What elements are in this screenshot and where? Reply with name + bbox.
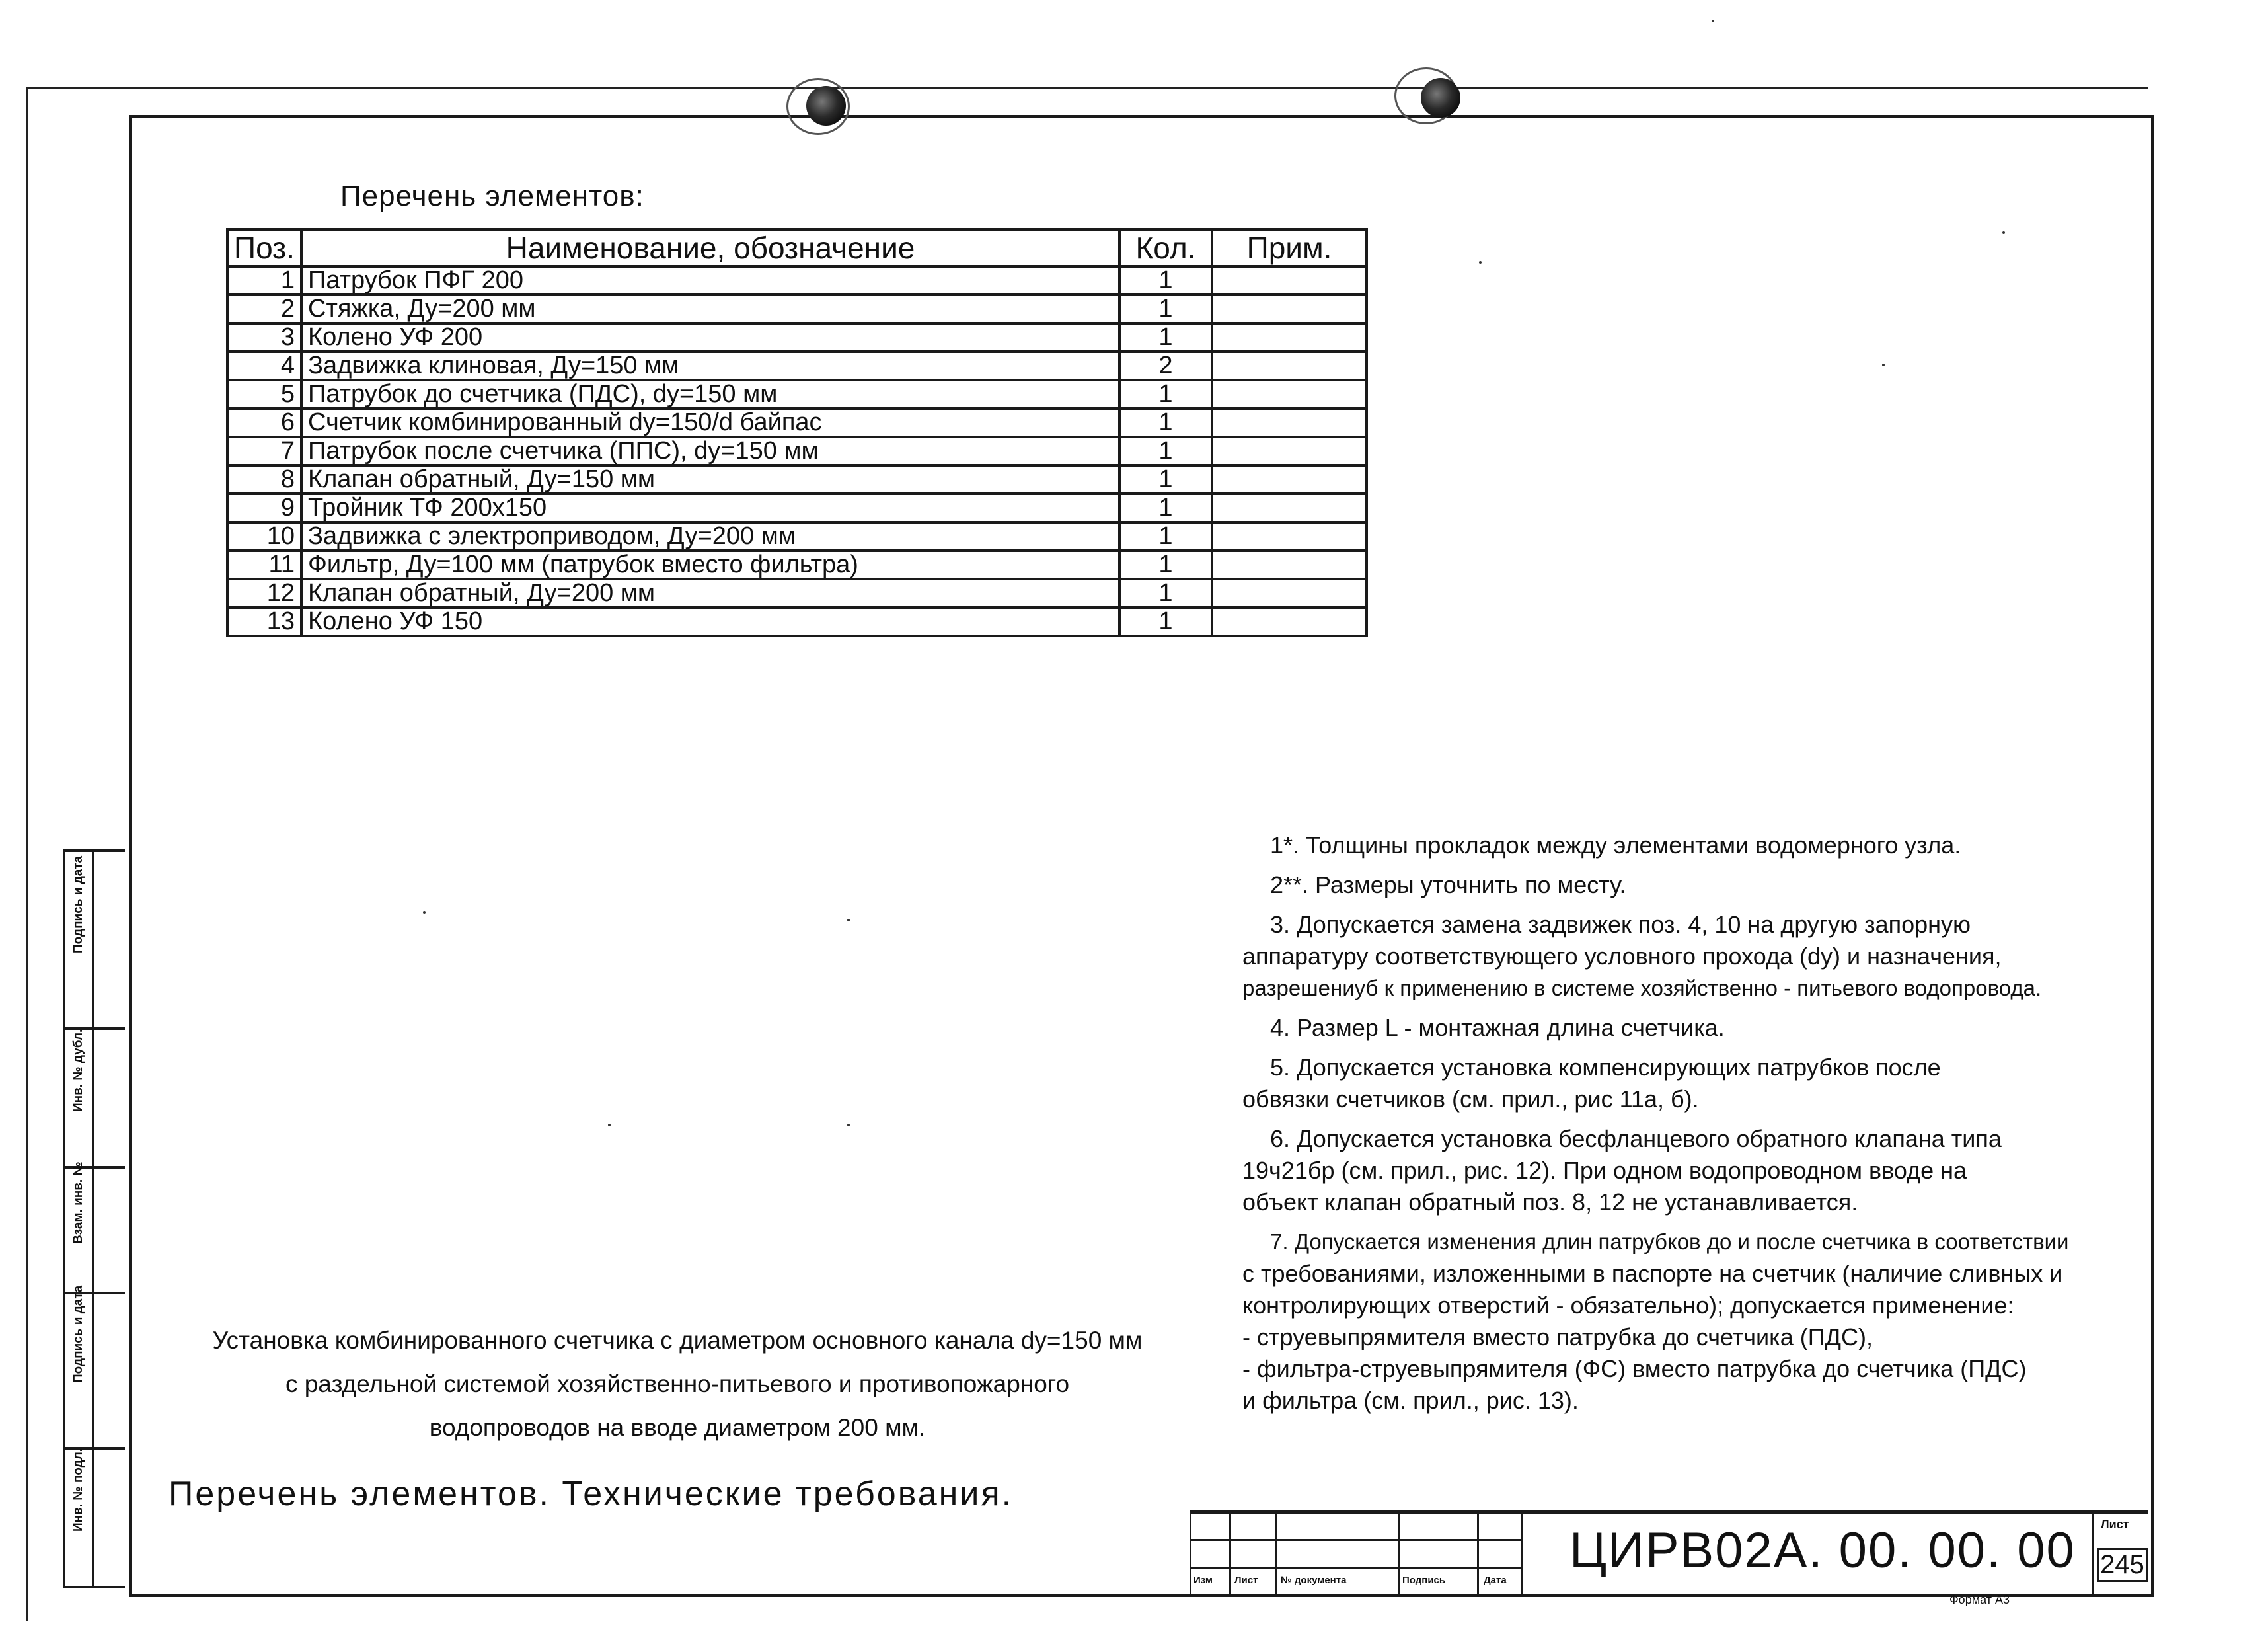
drawing-caption: [169, 1319, 1186, 1450]
header-note: Прим.: [1212, 229, 1367, 266]
cell-qty: 1: [1119, 551, 1212, 579]
table-row: [227, 323, 1367, 352]
stamp-col-doc: № документа: [1281, 1575, 1347, 1586]
scan-speck: [1712, 20, 1714, 22]
cell-pos: 13: [227, 607, 301, 636]
cell-pos: 12: [227, 579, 301, 607]
sheet-box: [2092, 1514, 2150, 1594]
cell-note: [1212, 607, 1367, 636]
cell-pos: 7: [227, 437, 301, 465]
cell-note: [1212, 409, 1367, 437]
cell-qty: 1: [1119, 409, 1212, 437]
cell-note: [1212, 437, 1367, 465]
note-3-cont2: разрешениуб к применению в системе хозяйственно - питьевого водопровода.: [1242, 976, 2042, 1000]
cell-note: [1212, 295, 1367, 323]
cell-name: Клапан обратный, Ду=200 мм: [301, 579, 1119, 607]
cell-qty: 2: [1119, 352, 1212, 380]
note-3-cont: аппаратуру соответствующего условного прохода (dy) и назначения,: [1242, 943, 2002, 970]
cell-note: [1212, 465, 1367, 494]
cell-name: Стяжка, Ду=200 мм: [301, 295, 1119, 323]
cell-note: [1212, 266, 1367, 295]
note-7-item1: - струевыпрямителя вместо патрубка до счетчика (ПДС),: [1242, 1323, 1873, 1350]
cell-name: Фильтр, Ду=100 мм (патрубок вместо фильтра): [301, 551, 1119, 579]
note-7-cont2: контролирующих отверстий - обязательно); допускается применение:: [1242, 1292, 2014, 1319]
table-row: [227, 437, 1367, 465]
note-7-item2-cont: и фильтра (см. прил., рис. 13).: [1242, 1387, 1579, 1414]
cell-note: [1212, 494, 1367, 522]
cell-qty: 1: [1119, 380, 1212, 409]
cell-pos: 5: [227, 380, 301, 409]
table-row: [227, 409, 1367, 437]
list-title: Перечень элементов:: [340, 180, 644, 212]
note-7-item2: - фильтра-струевыпрямителя (ФС) вместо патрубка до счетчика (ПДС): [1242, 1355, 2027, 1382]
cell-qty: 1: [1119, 323, 1212, 352]
sheet-label: Лист: [2101, 1518, 2129, 1531]
table-row: [227, 522, 1367, 551]
cell-note: [1212, 579, 1367, 607]
cell-qty: 1: [1119, 465, 1212, 494]
table-row: [227, 266, 1367, 295]
table-row: [227, 494, 1367, 522]
strip-label-inv-dubl: Инв. № дубл.: [71, 1029, 85, 1112]
cell-note: [1212, 380, 1367, 409]
sheet-title: Перечень элементов. Технические требования.: [169, 1475, 1014, 1513]
cell-name: Счетчик комбинированный dy=150/d байпас: [301, 409, 1119, 437]
header-qty: Кол.: [1119, 229, 1212, 266]
cell-pos: 8: [227, 465, 301, 494]
table-row: [227, 352, 1367, 380]
note-5-cont: обвязки счетчиков (см. прил., рис 11а, б).: [1242, 1085, 1699, 1113]
cell-qty: 1: [1119, 607, 1212, 636]
cell-name: Клапан обратный, Ду=150 мм: [301, 465, 1119, 494]
document-code: ЦИРВ02А. 00. 00. 00: [1569, 1522, 2076, 1579]
cell-pos: 6: [227, 409, 301, 437]
cell-name: Патрубок после счетчика (ППС), dy=150 мм: [301, 437, 1119, 465]
scan-speck: [847, 919, 850, 921]
table-row: [227, 380, 1367, 409]
caption-line-3: водопроводов на вводе диаметром 200 мм.: [429, 1414, 926, 1441]
cell-pos: 9: [227, 494, 301, 522]
title-block-grid: [1190, 1514, 1523, 1594]
note-6-cont2: объект клапан обратный поз. 8, 12 не устанавливается.: [1242, 1189, 1858, 1216]
pin-icon: [1421, 78, 1460, 118]
note-1: 1*. Толщины прокладок между элементами водомерного узла.: [1270, 832, 1961, 859]
cell-name: Патрубок до счетчика (ПДС), dy=150 мм: [301, 380, 1119, 409]
table-row: [227, 607, 1367, 636]
elements-table: [226, 228, 1368, 637]
strip-label-sign-date-bottom: Подпись и дата: [71, 1285, 85, 1383]
note-7-cont: с требованиями, изложенными в паспорте на счетчик (наличие сливных и: [1242, 1260, 2063, 1287]
scan-speck: [1882, 364, 1885, 366]
strip-label-inv-podl: Инв. № подл.: [71, 1448, 85, 1532]
caption-line-2: с раздельной системой хозяйственно-питьевого и противопожарного: [285, 1370, 1070, 1397]
strip-label-vzam-inv: Взам. инв. №: [71, 1161, 85, 1244]
outer-border-left: [26, 87, 28, 1621]
scan-speck: [608, 1124, 611, 1126]
caption-line-1: Установка комбинированного счетчика с диаметром основного канала dy=150 мм: [212, 1327, 1143, 1354]
note-4: 4. Размер L - монтажная длина счетчика.: [1270, 1014, 1725, 1041]
cell-pos: 1: [227, 266, 301, 295]
header-name: Наименование, обозначение: [301, 229, 1119, 266]
cell-pos: 2: [227, 295, 301, 323]
cell-qty: 1: [1119, 266, 1212, 295]
strip-label-sign-date-top: Подпись и дата: [71, 855, 85, 953]
scan-speck: [423, 911, 426, 914]
cell-name: Задвижка с электроприводом, Ду=200 мм: [301, 522, 1119, 551]
note-3: 3. Допускается замена задвижек поз. 4, 10 на другую запорную: [1270, 911, 1971, 938]
header-pos: Поз.: [227, 229, 301, 266]
cell-qty: 1: [1119, 579, 1212, 607]
cell-note: [1212, 551, 1367, 579]
stamp-col-sign: Подпись: [1402, 1575, 1446, 1586]
cell-pos: 4: [227, 352, 301, 380]
scan-speck: [847, 1124, 850, 1126]
note-6-cont: 19ч21бр (см. прил., рис. 12). При одном водопроводном вводе на: [1242, 1157, 1967, 1184]
cell-qty: 1: [1119, 494, 1212, 522]
cell-name: Тройник ТФ 200х150: [301, 494, 1119, 522]
cell-note: [1212, 352, 1367, 380]
cell-qty: 1: [1119, 437, 1212, 465]
cell-pos: 3: [227, 323, 301, 352]
table-row: [227, 579, 1367, 607]
stamp-col-izm: Изм: [1193, 1575, 1213, 1586]
cell-pos: 11: [227, 551, 301, 579]
cell-name: Патрубок ПФГ 200: [301, 266, 1119, 295]
pin-icon: [806, 86, 846, 126]
cell-pos: 10: [227, 522, 301, 551]
table-row: [227, 465, 1367, 494]
note-6: 6. Допускается установка бесфланцевого обратного клапана типа: [1270, 1125, 2002, 1152]
sheet-number: 245: [2097, 1548, 2148, 1582]
scan-speck: [2002, 231, 2005, 234]
table-row: [227, 295, 1367, 323]
note-5: 5. Допускается установка компенсирующих патрубков после: [1270, 1054, 1941, 1081]
cell-name: Задвижка клиновая, Ду=150 мм: [301, 352, 1119, 380]
note-7: 7. Допускается изменения длин патрубков до и после счетчика в соответствии: [1270, 1230, 2069, 1254]
note-2: 2**. Размеры уточнить по месту.: [1270, 871, 1626, 898]
cell-qty: 1: [1119, 522, 1212, 551]
cell-name: Колено УФ 150: [301, 607, 1119, 636]
stamp-col-date: Дата: [1484, 1575, 1507, 1586]
title-block: [1190, 1510, 2148, 1594]
cell-name: Колено УФ 200: [301, 323, 1119, 352]
outer-border-top: [26, 87, 2148, 89]
cell-note: [1212, 323, 1367, 352]
scan-speck: [1479, 261, 1482, 264]
cell-qty: 1: [1119, 295, 1212, 323]
format-label: Формат А3: [1949, 1593, 2010, 1606]
left-registration-strip: [63, 849, 125, 1588]
table-row: [227, 551, 1367, 579]
cell-note: [1212, 522, 1367, 551]
stamp-col-list: Лист: [1234, 1575, 1258, 1586]
table-header-row: [227, 229, 1367, 266]
technical-requirements: [1242, 830, 2128, 1425]
